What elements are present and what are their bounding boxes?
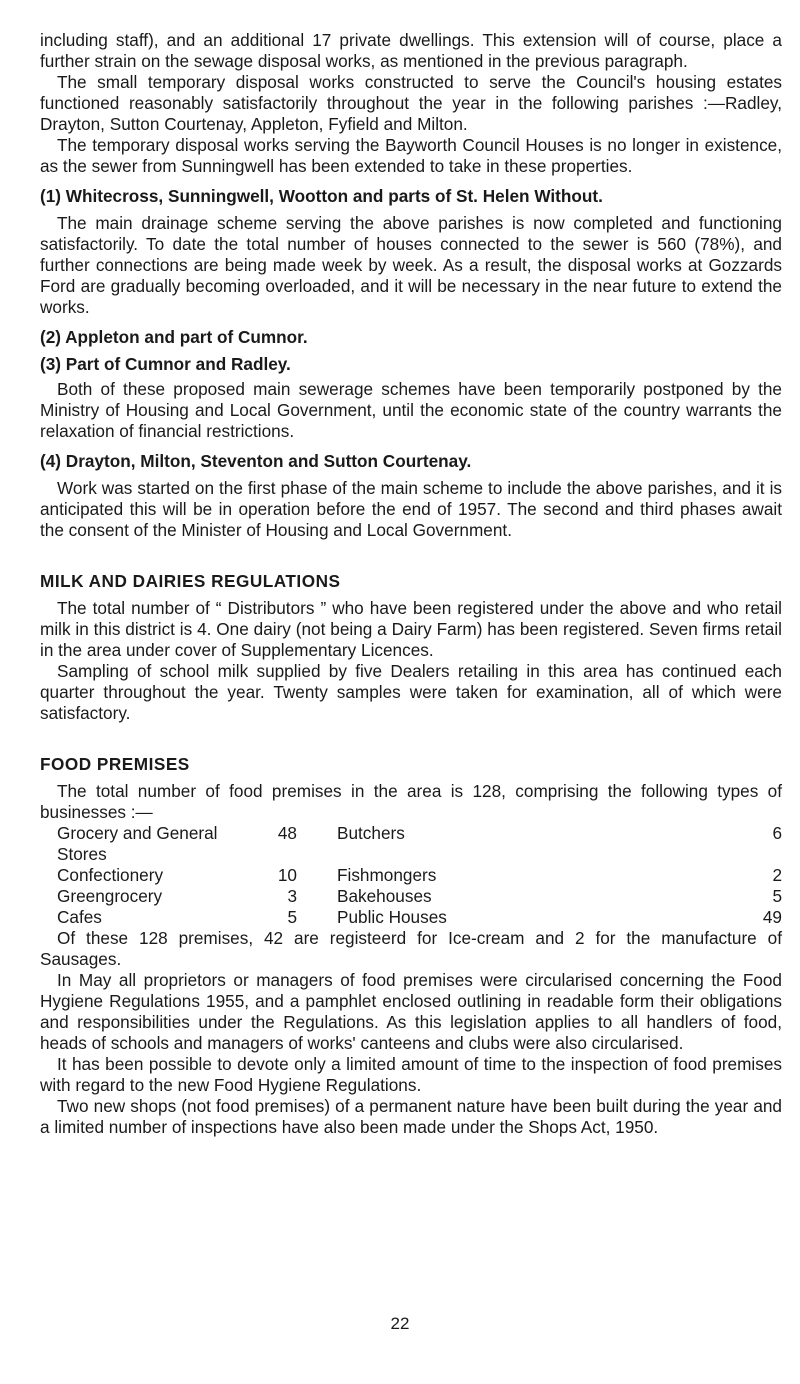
type-name: Butchers bbox=[337, 823, 405, 843]
food-paragraph-shops: Two new shops (not food premises) of a permanent nature have been built during the year and a limited number of inspections have also been made under the Shops Act, 1950. bbox=[40, 1096, 782, 1137]
food-heading: FOOD PREMISES bbox=[40, 754, 190, 774]
table-row bbox=[57, 907, 782, 928]
paragraph-temporary-works: The small temporary disposal works constructed to serve the Council's housing estates functioned reasonably satisfactorily throughout the year in the following parishes :—Radley, Drayton, Sutton Courtenay, Appleton, Fyfield and Milton. bbox=[40, 72, 782, 134]
type-name: Greengrocery bbox=[57, 886, 163, 906]
type-count: 3 bbox=[287, 886, 297, 906]
type-count: 10 bbox=[277, 865, 297, 885]
type-name: Public Houses bbox=[337, 907, 447, 927]
page-number: 22 bbox=[390, 1314, 410, 1333]
item2-heading: (2) Appleton and part of Cumnor. bbox=[40, 327, 308, 347]
item1-heading: (1) Whitecross, Sunningwell, Wootton and parts of St. Helen Without. bbox=[40, 186, 603, 206]
milk-paragraph-distributors: The total number of “ Distributors ” who have been registered under the above and who retail milk in this district is 4. One dairy (not being a Dairy Farm) has been registered. Seven firms retail in the area under cover of Supplementary Licences. bbox=[40, 598, 782, 660]
food-paragraph-may: In May all proprietors or managers of food premises were circularised concerning the Food Hygiene Regulations 1955, and a pamphlet enclosed outlining in readable form their obligations and responsibilities under the Regulations. As this legislation applies to all handlers of food, heads of schools and managers of works' canteens and clubs were also circularised. bbox=[40, 970, 782, 1053]
table-row bbox=[57, 886, 782, 907]
paragraph-bayworth: The temporary disposal works serving the Bayworth Council Houses is no longer in existence, as the sewer from Sunningwell has been extended to take in these properties. bbox=[40, 135, 782, 176]
type-name: Bakehouses bbox=[337, 886, 432, 906]
item4-text: Work was started on the first phase of the main scheme to include the above parishes, and it is anticipated this will be in operation before the end of 1957. The second and third phases await the consent of the Minister of Housing and Local Government. bbox=[40, 478, 782, 540]
type-count: 5 bbox=[772, 886, 782, 906]
item1-text: The main drainage scheme serving the above parishes is now completed and functioning satisfactorily. To date the total number of houses connected to the sewer is 560 (78%), and further connections are being made week by week. As a result, the disposal works at Gozzards Ford are gradually becoming overloaded, and it will be necessary in the near future to extend the works. bbox=[40, 213, 782, 317]
food-intro: The total number of food premises in the area is 128, comprising the following types of businesses :— bbox=[40, 781, 782, 822]
milk-paragraph-sampling: Sampling of school milk supplied by five Dealers retailing in this area has continued each quarter throughout the year. Twenty samples were taken for examination, all of which were satisfactory. bbox=[40, 661, 782, 723]
type-name: Cafes bbox=[57, 907, 102, 927]
food-paragraph-limited: It has been possible to devote only a limited amount of time to the inspection of food premises with regard to the new Food Hygiene Regulations. bbox=[40, 1054, 782, 1095]
type-name: Fishmongers bbox=[337, 865, 437, 885]
food-paragraph-icecream: Of these 128 premises, 42 are registeerd for Ice-cream and 2 for the manufacture of Sausages. bbox=[40, 928, 782, 969]
milk-heading: MILK AND DAIRIES REGULATIONS bbox=[40, 571, 341, 591]
type-count: 48 bbox=[277, 823, 297, 843]
type-name: Confectionery bbox=[57, 865, 164, 885]
item23-text: Both of these proposed main sewerage schemes have been temporarily postponed by the Ministry of Housing and Local Government, until the economic state of the country warrants the relaxation of financial restrictions. bbox=[40, 379, 782, 441]
document-page bbox=[40, 30, 782, 1138]
table-row bbox=[57, 823, 782, 865]
type-count: 5 bbox=[287, 907, 297, 927]
paragraph-continuation: including staff), and an additional 17 private dwellings. This extension will of course, place a further strain on the sewage disposal works, as mentioned in the previous paragraph. bbox=[40, 30, 782, 71]
type-count: 49 bbox=[762, 907, 782, 927]
food-types-table bbox=[57, 823, 782, 928]
type-count: 6 bbox=[772, 823, 782, 843]
type-count: 2 bbox=[772, 865, 782, 885]
item4-heading: (4) Drayton, Milton, Steventon and Sutton Courtenay. bbox=[40, 451, 472, 471]
item3-heading: (3) Part of Cumnor and Radley. bbox=[40, 354, 291, 374]
type-name: Grocery and General Stores bbox=[57, 823, 218, 864]
table-row bbox=[57, 865, 782, 886]
